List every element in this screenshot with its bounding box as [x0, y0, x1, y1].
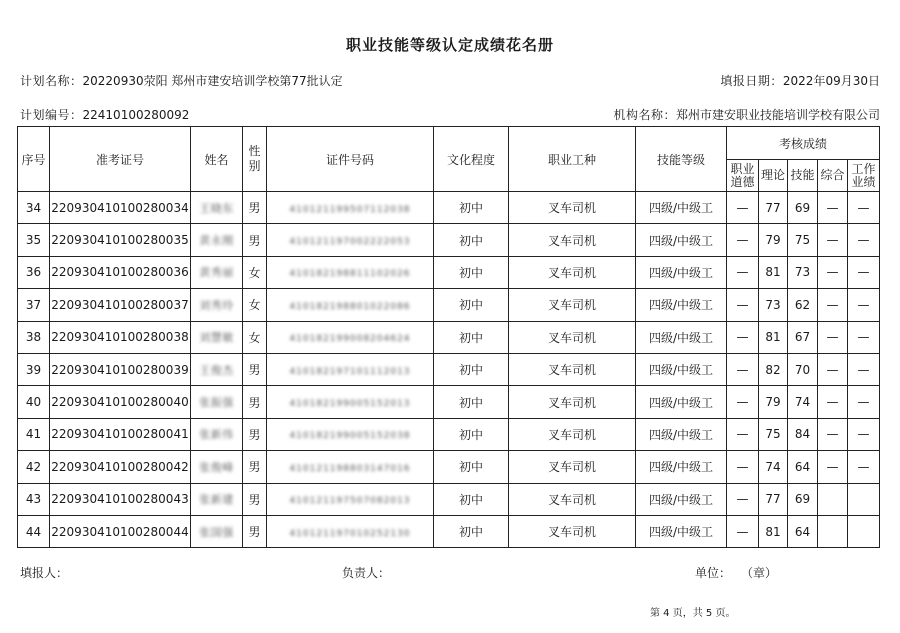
cell-name [191, 192, 243, 224]
page-number: 第 4 页，共 5 页。 [650, 608, 736, 619]
cell-idno [267, 353, 434, 385]
cell-ethics: — [727, 418, 759, 450]
table-row [18, 451, 880, 483]
cell-name [191, 224, 243, 256]
cell-seq: 42 [18, 451, 50, 483]
cell-performance: — [848, 224, 880, 256]
plan-number-label: 计划编号： [20, 108, 83, 122]
cell-ethics: — [727, 289, 759, 321]
reporter-field: 填报人： [20, 566, 69, 580]
cell-name-blurred: 黄永刚 [199, 234, 234, 248]
cell-name-blurred: 王俊杰 [199, 363, 234, 377]
table-row [18, 515, 880, 547]
cell-ethics: — [727, 515, 759, 547]
cell-name-blurred: 张新建 [199, 493, 234, 507]
cell-ticket: 220930410100280039 [50, 353, 191, 385]
header-name: 姓名 [191, 127, 243, 192]
cell-occupation: 叉车司机 [509, 515, 636, 547]
cell-comprehensive [818, 515, 848, 547]
cell-comprehensive: — [818, 321, 848, 353]
header-level: 技能等级 [636, 127, 727, 192]
cell-ethics: — [727, 451, 759, 483]
cell-ethics: — [727, 321, 759, 353]
cell-skill: 84 [788, 418, 818, 450]
cell-level: 四级/中级工 [636, 224, 727, 256]
cell-idno-blurred: 410182199005152013 [289, 399, 411, 410]
plan-number [20, 106, 189, 123]
cell-occupation: 叉车司机 [509, 451, 636, 483]
cell-occupation: 叉车司机 [509, 256, 636, 288]
cell-name-blurred: 张俊峰 [199, 460, 234, 474]
cell-education: 初中 [434, 192, 509, 224]
header-seq: 序号 [18, 127, 50, 192]
plan-name-value: 20220930荥阳 郑州市建安培训学校第77批认定 [82, 74, 343, 88]
cell-seq: 35 [18, 224, 50, 256]
cell-level: 四级/中级工 [636, 256, 727, 288]
cell-performance: — [848, 418, 880, 450]
cell-occupation: 叉车司机 [509, 289, 636, 321]
cell-name-blurred: 王晓东 [199, 201, 234, 215]
cell-ticket: 220930410100280037 [50, 289, 191, 321]
cell-idno-blurred: 410182199005152038 [289, 431, 411, 442]
cell-comprehensive: — [818, 289, 848, 321]
cell-skill: 69 [788, 483, 818, 515]
cell-name [191, 353, 243, 385]
cell-ticket: 220930410100280036 [50, 256, 191, 288]
table-row [18, 256, 880, 288]
cell-level: 四级/中级工 [636, 418, 727, 450]
header-theory: 理论 [759, 160, 788, 192]
cell-comprehensive: — [818, 418, 848, 450]
cell-gender: 男 [243, 483, 267, 515]
cell-seq: 43 [18, 483, 50, 515]
cell-theory: 77 [759, 483, 788, 515]
cell-occupation: 叉车司机 [509, 483, 636, 515]
cell-level: 四级/中级工 [636, 386, 727, 418]
cell-idno [267, 418, 434, 450]
cell-seq: 39 [18, 353, 50, 385]
cell-theory: 81 [759, 321, 788, 353]
cell-performance: — [848, 256, 880, 288]
cell-idno [267, 224, 434, 256]
report-date [720, 72, 880, 89]
organization-label: 机构名称： [613, 108, 676, 122]
score-roster-table [17, 126, 880, 548]
cell-idno [267, 515, 434, 547]
cell-occupation: 叉车司机 [509, 418, 636, 450]
header-comprehensive: 综合 [818, 160, 848, 192]
cell-skill: 70 [788, 353, 818, 385]
cell-ethics: — [727, 224, 759, 256]
cell-comprehensive: — [818, 451, 848, 483]
cell-seq: 37 [18, 289, 50, 321]
table-row [18, 192, 880, 224]
cell-education: 初中 [434, 256, 509, 288]
cell-name-blurred: 刘慧敏 [199, 331, 234, 345]
cell-education: 初中 [434, 386, 509, 418]
cell-occupation: 叉车司机 [509, 386, 636, 418]
report-date-label: 填报日期： [720, 74, 783, 88]
organization [613, 106, 880, 123]
cell-ticket: 220930410100280035 [50, 224, 191, 256]
cell-seq: 44 [18, 515, 50, 547]
header-idno: 证件号码 [267, 127, 434, 192]
table-row [18, 321, 880, 353]
cell-name [191, 256, 243, 288]
cell-education: 初中 [434, 353, 509, 385]
cell-skill: 67 [788, 321, 818, 353]
cell-comprehensive: — [818, 224, 848, 256]
cell-idno-blurred: 410182198811102026 [289, 269, 411, 280]
cell-comprehensive: — [818, 386, 848, 418]
cell-performance: — [848, 353, 880, 385]
cell-ticket: 220930410100280038 [50, 321, 191, 353]
cell-occupation: 叉车司机 [509, 353, 636, 385]
cell-theory: 77 [759, 192, 788, 224]
cell-ticket: 220930410100280043 [50, 483, 191, 515]
unit-field [695, 564, 777, 581]
cell-skill: 64 [788, 515, 818, 547]
cell-idno-blurred: 410121197010252130 [289, 528, 411, 539]
cell-idno-blurred: 410182197101112013 [289, 366, 411, 377]
cell-theory: 73 [759, 289, 788, 321]
cell-idno [267, 386, 434, 418]
cell-idno [267, 192, 434, 224]
cell-education: 初中 [434, 418, 509, 450]
table-row [18, 353, 880, 385]
cell-name [191, 321, 243, 353]
header-scores-group: 考核成绩 [727, 127, 880, 160]
cell-level: 四级/中级工 [636, 321, 727, 353]
cell-performance: — [848, 386, 880, 418]
cell-gender: 男 [243, 192, 267, 224]
responsible-field: 负责人： [342, 566, 391, 580]
cell-name [191, 483, 243, 515]
cell-seq: 36 [18, 256, 50, 288]
cell-skill: 69 [788, 192, 818, 224]
cell-idno [267, 289, 434, 321]
cell-performance: — [848, 451, 880, 483]
header-ethics: 职业道德 [727, 160, 759, 192]
cell-ethics: — [727, 353, 759, 385]
cell-ticket: 220930410100280034 [50, 192, 191, 224]
cell-name-blurred: 张国强 [199, 525, 234, 539]
cell-performance: — [848, 289, 880, 321]
cell-ethics: — [727, 192, 759, 224]
cell-performance [848, 515, 880, 547]
header-ticket: 准考证号 [50, 127, 191, 192]
table-row [18, 224, 880, 256]
cell-idno-blurred: 410182199008204624 [289, 334, 411, 345]
header-gender: 性别 [243, 127, 267, 192]
cell-gender: 女 [243, 256, 267, 288]
plan-name [20, 72, 343, 89]
header-occupation: 职业工种 [509, 127, 636, 192]
cell-level: 四级/中级工 [636, 289, 727, 321]
cell-name-blurred: 张振强 [199, 396, 234, 410]
cell-skill: 64 [788, 451, 818, 483]
cell-name [191, 386, 243, 418]
cell-name [191, 418, 243, 450]
cell-ticket: 220930410100280041 [50, 418, 191, 450]
cell-education: 初中 [434, 289, 509, 321]
cell-name [191, 451, 243, 483]
cell-idno [267, 451, 434, 483]
cell-gender: 男 [243, 515, 267, 547]
cell-education: 初中 [434, 515, 509, 547]
cell-idno [267, 256, 434, 288]
cell-idno-blurred: 410121198803147016 [289, 463, 411, 474]
cell-ticket: 220930410100280040 [50, 386, 191, 418]
organization-value: 郑州市建安职业技能培训学校有限公司 [675, 108, 880, 122]
unit-label: 单位： [695, 566, 732, 580]
cell-performance [848, 483, 880, 515]
cell-occupation: 叉车司机 [509, 224, 636, 256]
cell-level: 四级/中级工 [636, 192, 727, 224]
cell-theory: 75 [759, 418, 788, 450]
cell-gender: 男 [243, 353, 267, 385]
cell-theory: 74 [759, 451, 788, 483]
cell-comprehensive: — [818, 353, 848, 385]
cell-skill: 62 [788, 289, 818, 321]
cell-name-blurred: 张新伟 [199, 428, 234, 442]
cell-name-blurred: 黄秀丽 [199, 266, 234, 280]
cell-gender: 女 [243, 289, 267, 321]
cell-level: 四级/中级工 [636, 451, 727, 483]
header-performance: 工作业绩 [848, 160, 880, 192]
cell-theory: 79 [759, 224, 788, 256]
cell-idno-blurred: 410121197507082013 [289, 496, 411, 507]
page-title: 职业技能等级认定成绩花名册 [345, 36, 554, 54]
seal-placeholder: （章） [741, 566, 778, 580]
header-education: 文化程度 [434, 127, 509, 192]
cell-occupation: 叉车司机 [509, 192, 636, 224]
cell-education: 初中 [434, 321, 509, 353]
cell-education: 初中 [434, 451, 509, 483]
cell-seq: 40 [18, 386, 50, 418]
cell-seq: 41 [18, 418, 50, 450]
table-row [18, 483, 880, 515]
header-skill: 技能 [788, 160, 818, 192]
cell-name [191, 515, 243, 547]
cell-gender: 男 [243, 451, 267, 483]
cell-ethics: — [727, 256, 759, 288]
plan-number-value: 22410100280092 [82, 108, 190, 122]
cell-seq: 38 [18, 321, 50, 353]
cell-ticket: 220930410100280042 [50, 451, 191, 483]
cell-name [191, 289, 243, 321]
cell-idno-blurred: 410121199507112038 [289, 204, 411, 215]
cell-performance: — [848, 321, 880, 353]
cell-theory: 79 [759, 386, 788, 418]
cell-gender: 女 [243, 321, 267, 353]
cell-theory: 81 [759, 256, 788, 288]
cell-skill: 75 [788, 224, 818, 256]
report-date-value: 2022年09月30日 [782, 74, 880, 88]
cell-education: 初中 [434, 224, 509, 256]
cell-comprehensive: — [818, 256, 848, 288]
cell-level: 四级/中级工 [636, 483, 727, 515]
cell-idno-blurred: 410121197002222053 [289, 237, 411, 248]
cell-level: 四级/中级工 [636, 515, 727, 547]
cell-skill: 73 [788, 256, 818, 288]
cell-skill: 74 [788, 386, 818, 418]
plan-name-label: 计划名称： [20, 74, 83, 88]
cell-ticket: 220930410100280044 [50, 515, 191, 547]
table-row [18, 386, 880, 418]
cell-theory: 81 [759, 515, 788, 547]
cell-gender: 男 [243, 224, 267, 256]
cell-idno [267, 483, 434, 515]
cell-theory: 82 [759, 353, 788, 385]
table-row [18, 289, 880, 321]
cell-gender: 男 [243, 418, 267, 450]
cell-comprehensive [818, 483, 848, 515]
cell-seq: 34 [18, 192, 50, 224]
cell-level: 四级/中级工 [636, 353, 727, 385]
cell-performance: — [848, 192, 880, 224]
table-row [18, 418, 880, 450]
cell-name-blurred: 刘秀玲 [199, 298, 234, 312]
cell-ethics: — [727, 386, 759, 418]
cell-occupation: 叉车司机 [509, 321, 636, 353]
cell-gender: 男 [243, 386, 267, 418]
cell-idno-blurred: 410182198801022086 [289, 301, 411, 312]
cell-idno [267, 321, 434, 353]
cell-ethics: — [727, 483, 759, 515]
cell-comprehensive: — [818, 192, 848, 224]
cell-education: 初中 [434, 483, 509, 515]
